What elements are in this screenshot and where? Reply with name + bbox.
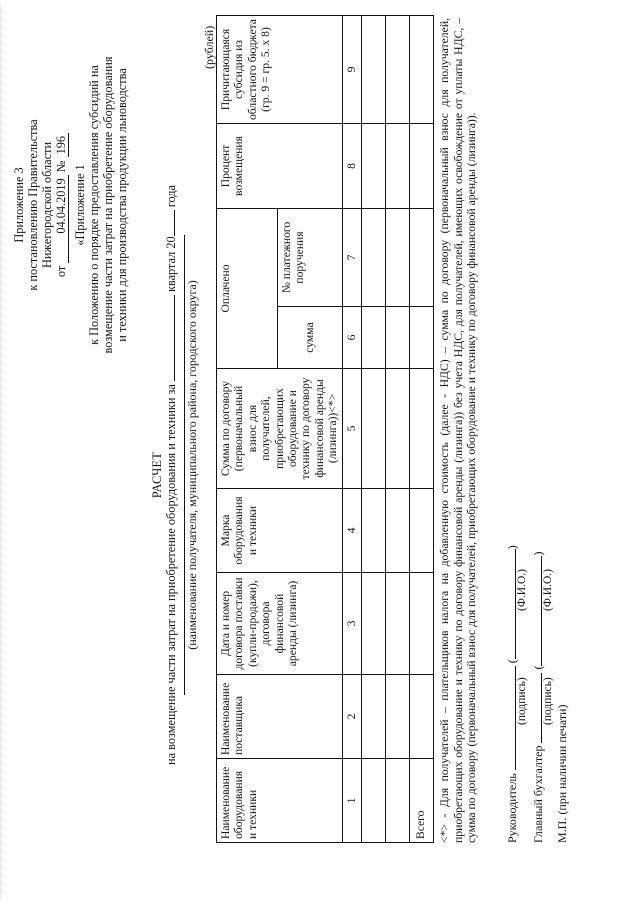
table-cell[interactable] [385, 675, 409, 759]
table-cell[interactable] [361, 369, 385, 489]
header-paid-order: № платежного поручения [278, 209, 343, 307]
table-cell[interactable] [409, 573, 433, 675]
from-word: от [54, 265, 68, 278]
table-cell[interactable] [385, 369, 409, 489]
accountant-name-field[interactable] [529, 556, 542, 666]
table-cell[interactable] [409, 307, 433, 369]
table-cell[interactable] [361, 307, 385, 369]
accountant-signature-field[interactable] [529, 673, 542, 743]
table-cell[interactable] [385, 759, 409, 843]
title-main: РАСЧЕТ [150, 451, 164, 499]
column-number: 8 [342, 124, 361, 209]
director-label: Руководитель [505, 773, 519, 843]
stamp-row [555, 323, 581, 843]
table-cell[interactable] [409, 209, 433, 307]
table-cell[interactable] [409, 124, 433, 209]
table-cell[interactable] [385, 307, 409, 369]
column-number: 4 [342, 489, 361, 573]
column-number: 5 [342, 369, 361, 489]
recipient-caption: (наименование получателя, муниципального района, городского округа) [185, 280, 199, 650]
table-cell[interactable] [361, 675, 385, 759]
column-number: 3 [342, 573, 361, 675]
director-signature-row: Руководитель () (подпись) (Ф.И.О.) [505, 545, 528, 843]
column-number: 6 [342, 307, 361, 369]
total-label: Всего [409, 759, 433, 843]
document-title [150, 125, 178, 825]
header-paid: Оплачено [217, 209, 278, 369]
table-cell[interactable] [361, 759, 385, 843]
table-cell[interactable] [385, 124, 409, 209]
column-number: 1 [342, 759, 361, 843]
table-cell[interactable] [409, 675, 433, 759]
column-number: 9 [342, 16, 361, 124]
table-cell[interactable] [361, 16, 385, 124]
signature-hint: (подпись) [516, 677, 528, 725]
header-row-1 [217, 16, 278, 843]
table-cell[interactable] [385, 489, 409, 573]
name-hint: (Ф.И.О.) [516, 569, 528, 611]
column-number-row [342, 16, 361, 843]
name-hint: (Ф.И.О.) [542, 569, 554, 611]
year-blank[interactable] [174, 210, 175, 236]
accountant-signature-row: Главный бухгалтер () (подпись) (Ф.И.О.) [531, 551, 554, 843]
title-sub: на возмещение части затрат на приобретение оборудования и техники за квартал 20 года [164, 185, 178, 765]
accountant-label: Главный бухгалтер [531, 745, 545, 843]
table-cell[interactable] [361, 124, 385, 209]
table-cell[interactable] [385, 573, 409, 675]
header-equipment: Наименование оборудования и техники [217, 759, 343, 843]
signature-hint: (подпись) [542, 677, 554, 725]
header-paid-sum: сумма [278, 307, 343, 369]
table-row [385, 16, 409, 843]
table-cell[interactable] [409, 369, 433, 489]
number-sign: № [54, 160, 68, 173]
table-cell[interactable] [361, 209, 385, 307]
quarter-blank[interactable] [174, 295, 175, 381]
table-cell[interactable] [409, 16, 433, 124]
table-cell[interactable] [385, 209, 409, 307]
calculation-table [216, 15, 434, 843]
signature-block [503, 323, 581, 843]
table-cell[interactable] [385, 16, 409, 124]
header-supplier: Наименование поставщика [217, 675, 343, 759]
table-cell[interactable] [361, 573, 385, 675]
appendix-regulation-2: возмещение части затрат на приобретение оборудования [101, 56, 115, 354]
recipient-field[interactable] [184, 215, 199, 715]
appendix-region: Нижегородской области [40, 141, 54, 269]
decree-number: 196 [54, 133, 69, 157]
director-signature-field[interactable] [503, 666, 516, 770]
appendix-regulation-3: и техники для производства продукции льноводства [115, 68, 129, 342]
total-row [409, 16, 433, 843]
director-name-field[interactable] [503, 549, 516, 659]
appendix-header [12, 25, 129, 385]
stamp-note: М.П. (при наличии печати) [555, 704, 569, 843]
column-number: 2 [342, 675, 361, 759]
table-row [361, 16, 385, 843]
header-brand: Марка оборудования и техники [217, 489, 343, 573]
scan-artifact [0, 4, 9, 899]
header-percent: Процент возмещения [217, 124, 343, 209]
header-contract-date: Дата и номер договора поставки (купли-продажи), договора финансовой аренды (лизинга) [217, 573, 343, 675]
table-cell[interactable] [409, 489, 433, 573]
appendix-date-line [54, 25, 69, 385]
table-cell[interactable] [361, 489, 385, 573]
footnote: <*> - Для получателей – плательщиков налога на добавленную стоимость (далее - НДС) – сумма по договору (первоначальный взнос для получателей, приобретающих оборудование и технику по договору финансовой аренды (лизинга)) без учета НДС, для получателей, имеющих освобождение от уплаты НДС, – сумма по договору (первоначальный взнос для получателей, приобретающих оборудование и технику по договору финансовой аренды (лизинга)). [438, 18, 479, 843]
appendix-decree: к постановлению Правительства [26, 119, 40, 291]
header-contract-sum: Сумма по договору (первоначальный взнос для получателей, приобретающих оборудование и технику по договору финансовой аренды (лизинга))<*> [217, 369, 343, 489]
column-number: 7 [342, 209, 361, 307]
unit-note: (рублей) [202, 25, 216, 69]
appendix-title: Приложение 3 [12, 167, 26, 243]
appendix-sub-title: «Приложение 1 [73, 164, 87, 246]
decree-date: 04.04.2019 [54, 175, 69, 262]
header-subsidy: Причитающаяся субсидия из областного бюджета (гр. 9 = гр. 5. х 8) [217, 16, 343, 124]
appendix-regulation-1: к Положению о порядке предоставления субсидий на [87, 65, 101, 345]
